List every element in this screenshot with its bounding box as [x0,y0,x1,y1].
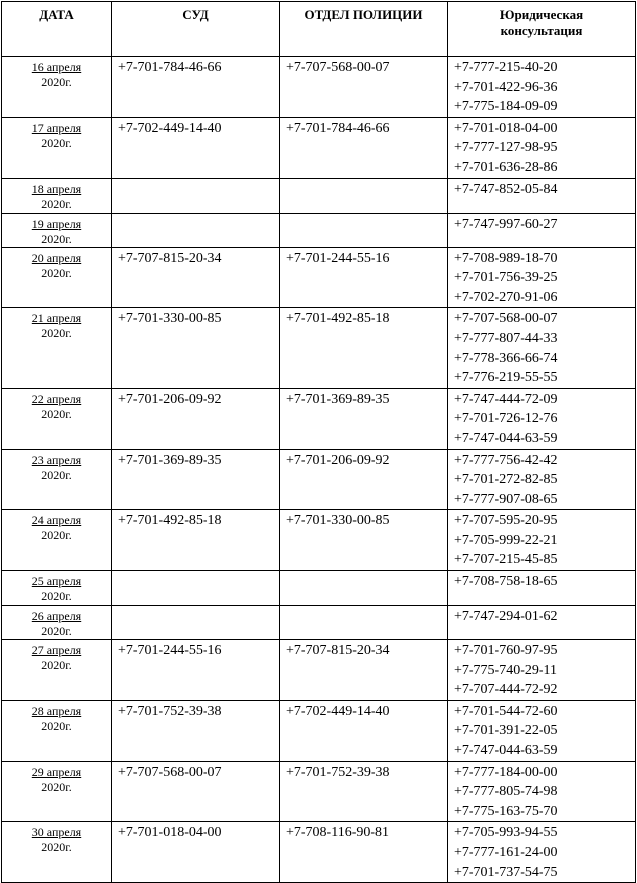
legal-phone: +7-705-993-94-55 [454,825,558,841]
court-phone: +7-701-784-46-66 [112,57,280,118]
legal-phone: +7-701-737-54-75 [454,864,558,880]
date-day: 18 апреля [31,181,82,196]
legal-phone: +7-776-219-55-55 [454,370,558,386]
legal-phone: +7-707-595-20-95 [454,513,558,529]
legal-phone: +7-775-184-09-09 [454,99,558,115]
legal-phone: +7-701-636-28-86 [454,159,558,175]
legal-phone: +7-701-760-97-95 [454,643,558,659]
legal-phone: +7-701-272-82-85 [454,472,558,488]
court-phone: +7-701-244-55-16 [112,640,280,701]
date-cell [2,213,112,247]
date-cell [2,761,112,822]
table-row [2,761,636,822]
legal-phone: +7-747-044-63-59 [454,430,558,446]
date-cell [2,117,112,178]
legal-phone: +7-701-544-72-60 [454,703,558,719]
date-day: 30 апреля [31,825,82,840]
legal-phone: +7-777-807-44-33 [454,330,558,346]
court-phone [112,178,280,213]
header-legal [448,2,636,57]
table-row [2,510,636,571]
date-day: 20 апреля [31,250,82,265]
legal-phone: +7-777-756-42-42 [454,452,558,468]
police-phone: +7-701-206-09-92 [280,449,448,510]
table-row [2,606,636,640]
table-row [2,178,636,213]
legal-phone: +7-777-805-74-98 [454,784,558,800]
table-header [2,2,636,57]
legal-phones [448,761,636,822]
date-cell [2,57,112,118]
legal-phones [448,700,636,761]
date-cell [2,388,112,449]
date-cell [2,247,112,308]
court-phone: +7-707-815-20-34 [112,247,280,308]
date-year: 2020г. [41,231,72,246]
date-year: 2020г. [41,779,72,794]
police-phone [280,178,448,213]
police-phone [280,571,448,606]
court-phone: +7-701-492-85-18 [112,510,280,571]
duty-schedule-table [1,1,636,883]
date-year: 2020г. [41,718,72,733]
legal-phone: +7-701-018-04-00 [454,120,558,136]
legal-phones [448,640,636,701]
date-cell [2,449,112,510]
table-row [2,388,636,449]
date-day: 25 апреля [31,574,82,589]
table-row [2,640,636,701]
police-phone: +7-701-784-46-66 [280,117,448,178]
police-phone: +7-701-369-89-35 [280,388,448,449]
table-row [2,213,636,247]
legal-phone: +7-777-127-98-95 [454,140,558,156]
court-phone [112,571,280,606]
table-row [2,247,636,308]
legal-phone: +7-708-989-18-70 [454,250,558,266]
legal-phones [448,510,636,571]
legal-phones [448,822,636,883]
legal-phones [448,57,636,118]
legal-phone: +7-777-161-24-00 [454,845,558,860]
date-year: 2020г. [41,840,72,855]
legal-phone: +7-777-215-40-20 [454,60,558,75]
legal-phone: +7-701-391-22-05 [454,723,558,739]
court-phone [112,213,280,247]
date-cell [2,606,112,640]
police-phone: +7-701-752-39-38 [280,761,448,822]
police-phone: +7-702-449-14-40 [280,700,448,761]
date-day: 16 апреля [31,60,82,74]
date-cell [2,640,112,701]
date-year: 2020г. [41,467,72,482]
police-phone [280,606,448,640]
date-day: 28 апреля [31,703,82,718]
date-year: 2020г. [41,75,72,89]
court-phone: +7-701-752-39-38 [112,700,280,761]
table-row [2,822,636,883]
legal-phone: +7-708-758-18-65 [454,574,558,590]
header-row [2,2,636,57]
legal-phone: +7-778-366-66-74 [454,350,558,366]
date-day: 24 апреля [31,513,82,528]
date-cell [2,571,112,606]
police-phone: +7-701-244-55-16 [280,247,448,308]
header-legal-line1: Юридическая [499,7,584,22]
legal-phone: +7-777-907-08-65 [454,491,558,507]
legal-phone: +7-747-997-60-27 [454,216,558,232]
legal-phone: +7-701-726-12-76 [454,411,558,427]
legal-phone: +7-777-184-00-00 [454,764,558,780]
court-phone [112,606,280,640]
header-legal-line2: консультация [500,23,583,38]
date-year: 2020г. [41,135,72,150]
date-day: 26 апреля [31,609,82,624]
police-phone: +7-707-815-20-34 [280,640,448,701]
court-phone: +7-701-206-09-92 [112,388,280,449]
legal-phone: +7-747-294-01-62 [454,609,558,625]
court-phone: +7-702-449-14-40 [112,117,280,178]
table-row [2,449,636,510]
legal-phones [448,213,636,247]
legal-phone: +7-707-444-72-92 [454,682,558,698]
legal-phones [448,247,636,308]
legal-phone: +7-747-044-63-59 [454,743,558,759]
date-day: 17 апреля [31,120,82,135]
header-date: ДАТА [2,2,112,57]
table-row [2,308,636,388]
date-year: 2020г. [41,589,72,604]
table-row [2,700,636,761]
legal-phone: +7-701-756-39-25 [454,270,558,286]
date-year: 2020г. [41,528,72,543]
legal-phone: +7-775-163-75-70 [454,803,558,819]
court-phone: +7-707-568-00-07 [112,761,280,822]
date-day: 27 апреля [31,643,82,658]
date-day: 29 апреля [31,764,82,779]
table-row [2,57,636,118]
date-year: 2020г. [41,406,72,421]
legal-phones [448,178,636,213]
police-phone: +7-701-492-85-18 [280,308,448,388]
legal-phone: +7-707-568-00-07 [454,311,558,327]
date-day: 23 апреля [31,452,82,467]
police-phone: +7-708-116-90-81 [280,822,448,883]
legal-phones [448,606,636,640]
table-row [2,117,636,178]
header-police: ОТДЕЛ ПОЛИЦИИ [280,2,448,57]
date-cell [2,700,112,761]
date-cell [2,308,112,388]
legal-phone: +7-705-999-22-21 [454,532,558,548]
legal-phones [448,571,636,606]
legal-phones [448,117,636,178]
date-year: 2020г. [41,658,72,673]
legal-phone: +7-747-444-72-09 [454,391,558,407]
date-year: 2020г. [41,196,72,211]
table-body [2,57,636,883]
legal-phone: +7-701-422-96-36 [454,79,558,95]
date-day: 19 апреля [31,216,82,231]
legal-phone: +7-747-852-05-84 [454,181,558,197]
legal-phone: +7-775-740-29-11 [454,662,558,678]
legal-phones [448,308,636,388]
legal-phone: +7-702-270-91-06 [454,289,558,305]
court-phone: +7-701-369-89-35 [112,449,280,510]
court-phone: +7-701-018-04-00 [112,822,280,883]
police-phone [280,213,448,247]
date-day: 21 апреля [31,311,82,326]
legal-phone: +7-707-215-45-85 [454,552,558,568]
date-cell [2,178,112,213]
legal-phones [448,388,636,449]
date-year: 2020г. [41,265,72,280]
table-row [2,571,636,606]
court-phone: +7-701-330-00-85 [112,308,280,388]
date-year: 2020г. [41,326,72,341]
date-cell [2,510,112,571]
police-phone: +7-701-330-00-85 [280,510,448,571]
date-day: 22 апреля [31,391,82,406]
legal-phones [448,449,636,510]
police-phone: +7-707-568-00-07 [280,57,448,118]
date-year: 2020г. [41,624,72,639]
header-court: СУД [112,2,280,57]
date-cell [2,822,112,883]
